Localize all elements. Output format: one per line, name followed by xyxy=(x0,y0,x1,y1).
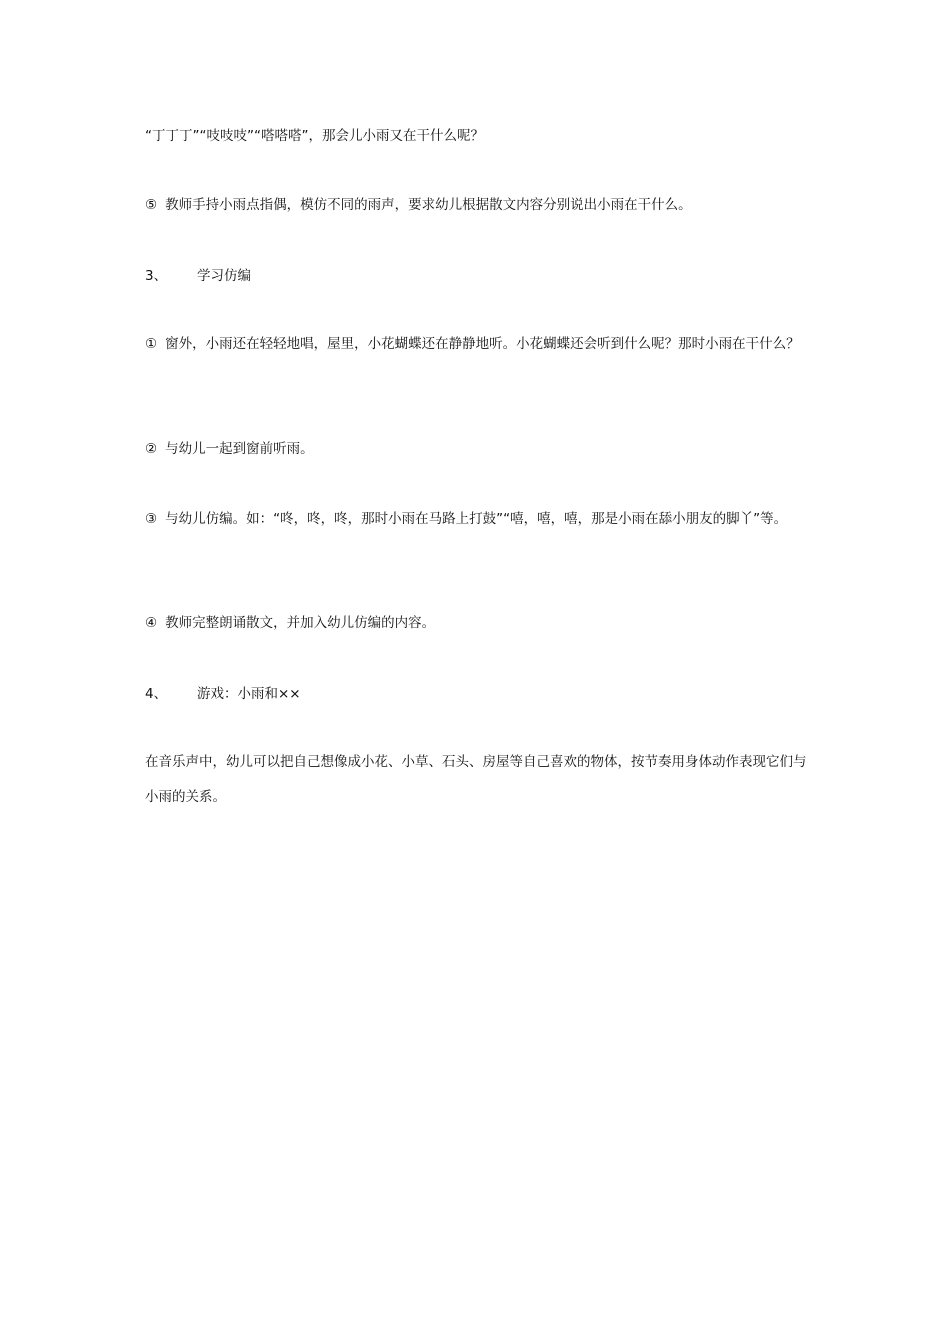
list-marker: ⑤ xyxy=(145,197,158,213)
section-number: 3、 xyxy=(145,268,168,284)
paragraph-text: 窗外，小雨还在轻轻地唱，屋里，小花蝴蝶还在静静地听。小花蝴蝶还会听到什么呢？那时小雨在干什么？ xyxy=(165,336,800,352)
list-marker: ② xyxy=(145,441,158,457)
paragraph-step-3 xyxy=(145,502,810,537)
list-marker: ① xyxy=(145,336,158,352)
section-heading-4 xyxy=(145,682,301,706)
paragraph-text: 与幼儿一起到窗前听雨。 xyxy=(165,441,314,457)
paragraph-step-1 xyxy=(145,327,810,362)
paragraph-text: “丁丁丁”“吱吱吱”“嗒嗒嗒”，那会儿小雨又在干什么呢？ xyxy=(145,128,484,144)
section-heading-3 xyxy=(145,264,251,288)
list-marker: ③ xyxy=(145,511,158,527)
paragraph-rain-sounds xyxy=(145,119,810,154)
paragraph-step-4 xyxy=(145,606,810,641)
paragraph-text: 与幼儿仿编。如：“咚，咚，咚，那时小雨在马路上打鼓”“嘻，嘻，嘻，那是小雨在舔小朋友的脚丫”等。 xyxy=(165,511,788,527)
list-marker: ④ xyxy=(145,615,158,631)
section-title: 游戏：小雨和×× xyxy=(197,686,301,702)
paragraph-step-2 xyxy=(145,432,810,467)
paragraph-step-5 xyxy=(145,188,810,223)
section-number: 4、 xyxy=(145,686,168,702)
paragraph-text: 教师手持小雨点指偶，模仿不同的雨声，要求幼儿根据散文内容分别说出小雨在干什么。 xyxy=(165,197,692,213)
section-title: 学习仿编 xyxy=(197,268,251,284)
paragraph-text: 在音乐声中，幼儿可以把自己想像成小花、小草、石头、房屋等自己喜欢的物体，按节奏用身体动作表现它们与小雨的关系。 xyxy=(145,754,807,805)
paragraph-game-description xyxy=(145,745,810,815)
paragraph-text: 教师完整朗诵散文，并加入幼儿仿编的内容。 xyxy=(165,615,436,631)
